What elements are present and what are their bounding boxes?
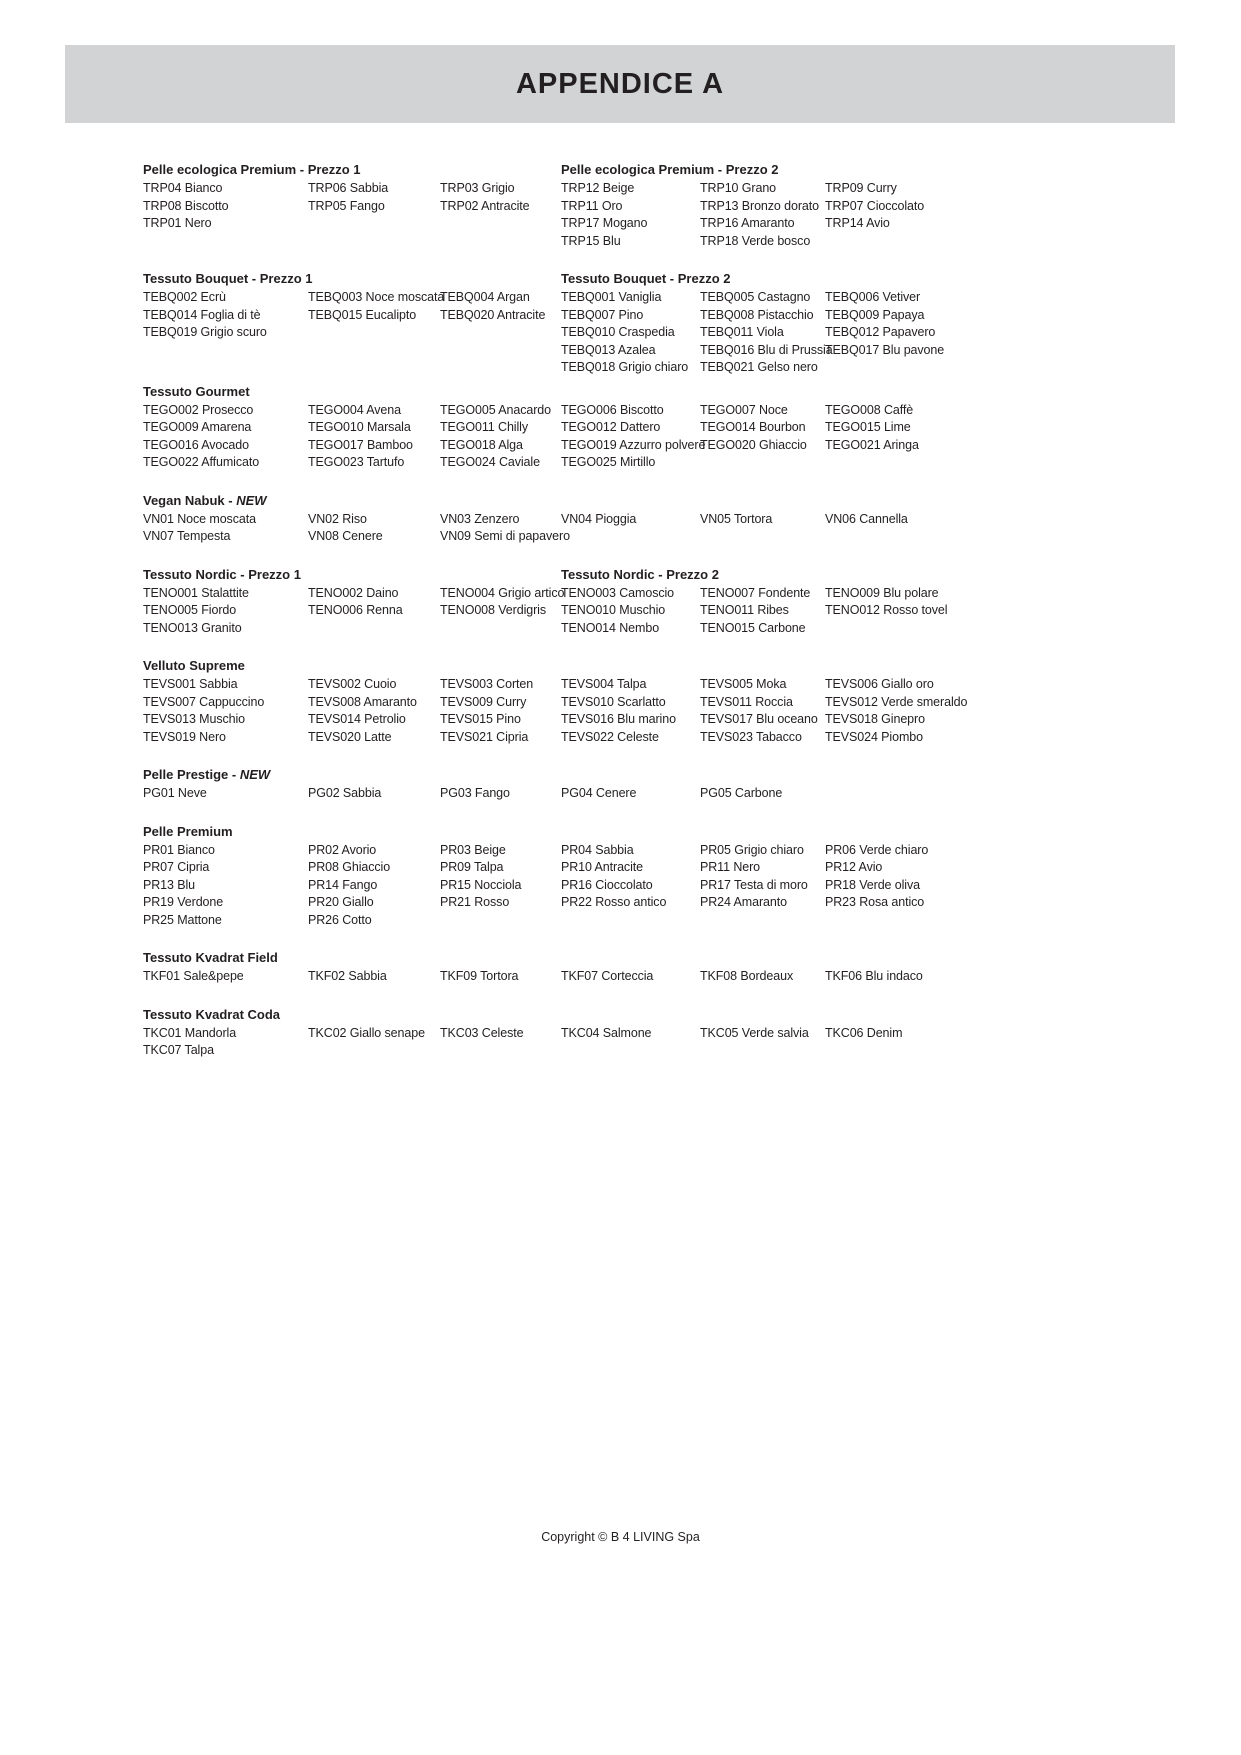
section-full — [143, 657, 1125, 746]
material-item: TENO002 Daino — [308, 585, 399, 600]
material-item: TEBQ018 Grigio chiaro — [561, 360, 689, 374]
material-item: TEBQ017 Blu pavone — [825, 342, 945, 357]
material-item: TENO011 Ribes — [700, 603, 789, 617]
material-item: TENO009 Blu polare — [825, 585, 939, 600]
section-title-text: Tessuto Bouquet - Prezzo 1 — [143, 271, 313, 286]
section-title — [143, 161, 561, 179]
material-item: TRP10 Grano — [700, 181, 777, 195]
material-item: TENO014 Nembo — [561, 620, 660, 635]
section-tessuto-gourmet — [143, 383, 1125, 472]
material-item: TRP16 Amaranto — [700, 216, 795, 230]
empty-cell — [700, 912, 825, 930]
section-title — [561, 161, 1125, 179]
material-item: TEGO024 Caviale — [440, 455, 540, 469]
material-item: TRP17 Mogano — [561, 216, 648, 230]
material-item: TEGO018 Alga — [440, 437, 523, 452]
material-item: TEBQ013 Azalea — [561, 342, 656, 357]
material-item: TEVS021 Cipria — [440, 729, 529, 744]
section-title-text: Tessuto Kvadrat Coda — [143, 1006, 281, 1022]
material-item: VN02 Riso — [308, 511, 367, 526]
empty-cell — [700, 528, 825, 546]
material-item: TEBQ012 Papavero — [825, 325, 936, 339]
material-item: TKF07 Corteccia — [561, 969, 654, 983]
section-title-text: Pelle ecologica Premium - Prezzo 1 — [143, 162, 361, 177]
material-item: PR05 Grigio chiaro — [700, 842, 804, 857]
material-item: TEGO008 Caffè — [825, 402, 914, 417]
material-item: TENO006 Renna — [308, 603, 403, 617]
materials-grid — [143, 1025, 1125, 1060]
material-item: TKC06 Denim — [825, 1025, 903, 1040]
material-item: TEVS024 Piombo — [825, 729, 923, 744]
empty-cell — [825, 620, 1125, 638]
material-item: TRP03 Grigio — [440, 181, 515, 195]
material-item: VN08 Cenere — [308, 529, 383, 543]
material-item: TENO013 Granito — [143, 620, 242, 635]
materials-grid — [143, 289, 561, 342]
section-title-text: Tessuto Bouquet - Prezzo 2 — [561, 271, 731, 286]
material-item: PR08 Ghiaccio — [308, 860, 391, 874]
material-item: TKF09 Tortora — [440, 969, 519, 983]
material-item: TKF02 Sabbia — [308, 969, 387, 983]
material-item: PR11 Nero — [700, 860, 761, 874]
material-item: TEGO014 Bourbon — [700, 420, 806, 434]
section-title-text: Pelle Premium — [143, 823, 233, 839]
material-item: TEGO017 Bamboo — [308, 437, 413, 452]
material-item: PR26 Cotto — [308, 912, 372, 927]
section-velluto-supreme — [143, 657, 1125, 746]
material-item: TEVS003 Corten — [440, 677, 534, 691]
section-title — [143, 949, 1125, 967]
material-item: PR06 Verde chiaro — [825, 842, 929, 857]
material-item: TEVS016 Blu marino — [561, 712, 676, 726]
section-tessuto-bouquet-prezzo-2 — [561, 270, 1125, 377]
material-item: PR02 Avorio — [308, 842, 377, 857]
material-item: TEVS006 Giallo oro — [825, 677, 934, 691]
material-item: PR13 Blu — [143, 877, 196, 892]
material-item: PR25 Mattone — [143, 912, 222, 927]
section-pair — [143, 566, 1125, 638]
material-item: TEBQ016 Blu di Prussia — [700, 342, 833, 357]
material-item: TRP06 Sabbia — [308, 181, 389, 195]
material-item: TEVS001 Sabbia — [143, 677, 238, 691]
material-item: PR04 Sabbia — [561, 842, 634, 857]
empty-cell — [308, 620, 440, 638]
material-item: TEGO020 Ghiaccio — [700, 437, 807, 452]
material-item: PR10 Antracite — [561, 860, 643, 874]
empty-cell — [825, 1042, 1125, 1060]
section-full — [143, 492, 1125, 546]
material-item: PG01 Neve — [143, 786, 207, 800]
empty-cell — [561, 912, 700, 930]
new-badge: NEW — [236, 492, 267, 508]
material-item: TEBQ002 Ecrù — [143, 290, 226, 304]
section-title — [561, 270, 1125, 288]
materials-grid — [143, 842, 1125, 930]
material-item: PR12 Avio — [825, 860, 883, 874]
material-item: TENO010 Muschio — [561, 603, 666, 617]
material-item: TEVS010 Scarlatto — [561, 694, 666, 709]
material-item: TENO003 Camoscio — [561, 585, 675, 600]
materials-grid — [143, 180, 561, 233]
materials-grid — [143, 676, 1125, 746]
empty-cell — [440, 1042, 561, 1060]
material-item: TEVS017 Blu oceano — [700, 712, 818, 726]
material-item: TEGO007 Noce — [700, 402, 788, 417]
material-item: TKF08 Bordeaux — [700, 969, 794, 983]
material-item: TEBQ020 Antracite — [440, 307, 546, 322]
material-item: TEBQ005 Castagno — [700, 290, 811, 304]
empty-cell — [308, 215, 440, 233]
material-item: TEGO022 Affumicato — [143, 455, 260, 469]
material-item: TEVS005 Moka — [700, 677, 787, 691]
material-item: TRP14 Avio — [825, 216, 890, 230]
material-item: PR23 Rosa antico — [825, 895, 925, 909]
section-full — [143, 823, 1125, 930]
material-item: PR17 Testa di moro — [700, 877, 808, 892]
material-item: PR20 Giallo — [308, 895, 374, 909]
materials-grid — [561, 180, 1125, 250]
material-item: TEVS018 Ginepro — [825, 712, 925, 726]
section-full — [143, 766, 1125, 803]
material-item: TRP01 Nero — [143, 216, 212, 230]
material-item: TEGO021 Aringa — [825, 437, 919, 452]
material-item: TEGO019 Azzurro polvere — [561, 437, 706, 452]
material-item: TEVS008 Amaranto — [308, 694, 417, 709]
section-title-text: Tessuto Kvadrat Field — [143, 950, 278, 965]
empty-cell — [440, 324, 561, 342]
material-item: TEBQ004 Argan — [440, 290, 530, 304]
material-item: TKC01 Mandorla — [143, 1025, 237, 1040]
material-item: TEVS023 Tabacco — [700, 729, 802, 744]
empty-cell — [825, 454, 1125, 472]
page-title: APPENDICE A — [515, 67, 725, 100]
material-item: PR22 Rosso antico — [561, 895, 667, 909]
material-item: VN09 Semi di papavero — [440, 529, 570, 543]
section-pair — [143, 270, 1125, 377]
materials-grid — [561, 585, 1125, 638]
material-item: TEVS009 Curry — [440, 694, 527, 709]
material-item: TKC05 Verde salvia — [700, 1025, 809, 1040]
empty-cell — [440, 620, 564, 638]
material-item: TEGO011 Chilly — [440, 420, 528, 434]
materials-list-container — [143, 161, 1125, 1060]
material-item: PR18 Verde oliva — [825, 877, 920, 892]
section-pelle-ecologica-premium-prezzo-2 — [561, 161, 1125, 250]
section-title — [143, 1006, 1125, 1024]
material-item: PR14 Fango — [308, 877, 378, 892]
material-item: TRP05 Fango — [308, 198, 385, 213]
empty-cell — [825, 359, 1125, 377]
material-item: TRP04 Bianco — [143, 181, 223, 195]
material-item: TEBQ010 Craspedia — [561, 325, 675, 339]
material-item: TEGO012 Dattero — [561, 420, 661, 434]
material-item: TEGO025 Mirtillo — [561, 455, 656, 469]
empty-cell — [825, 528, 1125, 546]
materials-grid — [143, 402, 1125, 472]
material-item: TEBQ001 Vaniglia — [561, 290, 662, 304]
material-item: TEBQ008 Pistacchio — [700, 307, 814, 322]
section-title-text: Vegan Nabuk - — [143, 492, 237, 508]
material-item: PR21 Rosso — [440, 895, 510, 909]
material-item: TEBQ015 Eucalipto — [308, 307, 417, 322]
material-item: TEGO009 Amarena — [143, 420, 252, 434]
material-item: TRP07 Cioccolato — [825, 198, 925, 213]
material-item: PR15 Nocciola — [440, 877, 522, 892]
material-item: TEVS022 Celeste — [561, 729, 659, 744]
material-item: TRP02 Antracite — [440, 198, 530, 213]
material-item: TRP08 Biscotto — [143, 198, 229, 213]
section-title — [143, 823, 1125, 841]
material-item: PG03 Fango — [440, 786, 510, 800]
page-header-bar — [65, 45, 1175, 123]
material-item: PG04 Cenere — [561, 786, 637, 800]
material-item: PR07 Cipria — [143, 860, 210, 874]
material-item: PG02 Sabbia — [308, 786, 382, 800]
material-item: PR16 Cioccolato — [561, 877, 653, 892]
material-item: TRP09 Curry — [825, 181, 897, 195]
material-item: TENO005 Fiordo — [143, 603, 237, 617]
page-footer — [0, 1530, 1241, 1544]
material-item: TEVS004 Talpa — [561, 677, 647, 691]
material-item: TKF01 Sale&pepe — [143, 969, 244, 983]
material-item: TRP18 Verde bosco — [700, 233, 811, 248]
material-item: TEBQ003 Noce moscata — [308, 290, 445, 304]
section-pelle-prestige — [143, 766, 1125, 803]
section-title-text: Velluto Supreme — [143, 658, 245, 673]
section-vegan-nabuk — [143, 492, 1125, 546]
section-title-text: Pelle ecologica Premium - Prezzo 2 — [561, 162, 779, 177]
materials-grid — [143, 968, 1125, 986]
material-item: VN05 Tortora — [700, 511, 773, 526]
material-item: PR01 Bianco — [143, 842, 215, 857]
section-title-text: Tessuto Nordic - Prezzo 2 — [561, 566, 719, 582]
material-item: TEVS019 Nero — [143, 729, 226, 744]
empty-cell — [440, 215, 561, 233]
section-title-text: Tessuto Gourmet — [143, 383, 250, 399]
section-title — [143, 566, 561, 584]
section-title — [143, 270, 561, 288]
material-item: VN07 Tempesta — [143, 529, 231, 543]
materials-grid — [143, 585, 565, 638]
material-item: PR09 Talpa — [440, 860, 504, 874]
material-item: TKC02 Giallo senape — [308, 1025, 425, 1040]
material-item: TEBQ009 Papaya — [825, 307, 925, 322]
material-item: TKC04 Salmone — [561, 1025, 652, 1040]
section-full — [143, 949, 1125, 986]
empty-cell — [700, 454, 825, 472]
material-item: TEVS020 Latte — [308, 729, 392, 744]
section-pair — [143, 161, 1125, 250]
material-item: TEBQ011 Viola — [700, 325, 784, 339]
section-tessuto-bouquet-prezzo-1 — [143, 270, 561, 342]
empty-cell — [825, 912, 1125, 930]
material-item: TEBQ021 Gelso nero — [700, 360, 818, 374]
section-title — [561, 566, 1125, 584]
copyright-text: Copyright © B 4 LIVING Spa — [541, 1530, 700, 1544]
section-title-text: Pelle Prestige - — [143, 767, 240, 782]
material-item: PR03 Beige — [440, 842, 506, 857]
material-item: TEGO006 Biscotto — [561, 402, 664, 417]
material-item: TENO012 Rosso tovel — [825, 603, 948, 617]
material-item: TENO008 Verdigris — [440, 603, 546, 617]
material-item: TRP12 Beige — [561, 181, 635, 195]
material-item: TEVS011 Roccia — [700, 694, 793, 709]
material-item: VN01 Noce moscata — [143, 511, 256, 526]
material-item: TEGO002 Prosecco — [143, 402, 254, 417]
material-item: TEGO005 Anacardo — [440, 402, 551, 417]
material-item: PR24 Amaranto — [700, 895, 787, 909]
section-tessuto-kvadrat-coda — [143, 1006, 1125, 1060]
material-item: TENO004 Grigio artico — [440, 585, 565, 600]
material-item: TEGO015 Lime — [825, 420, 911, 434]
material-item: TRP13 Bronzo dorato — [700, 198, 819, 213]
section-title — [143, 492, 1125, 510]
material-item: TEVS015 Pino — [440, 712, 521, 726]
material-item: TKC07 Talpa — [143, 1043, 214, 1057]
material-item: TRP15 Blu — [561, 233, 621, 248]
material-item: TKF06 Blu indaco — [825, 969, 923, 983]
material-item: VN03 Zenzero — [440, 511, 520, 526]
material-item: TEBQ019 Grigio scuro — [143, 325, 267, 339]
empty-cell — [308, 324, 440, 342]
section-title — [143, 657, 1125, 675]
material-item: TEVS002 Cuoio — [308, 677, 397, 691]
section-tessuto-kvadrat-field — [143, 949, 1125, 986]
empty-cell — [440, 912, 561, 930]
material-item: PG05 Carbone — [700, 786, 783, 800]
material-item: TKC03 Celeste — [440, 1025, 524, 1040]
material-item: TEGO023 Tartufo — [308, 455, 405, 469]
material-item: TEGO016 Avocado — [143, 437, 249, 452]
new-badge: NEW — [239, 767, 271, 782]
materials-grid — [143, 785, 1125, 803]
empty-cell — [825, 785, 1125, 803]
empty-cell — [700, 1042, 825, 1060]
material-item: TEVS012 Verde smeraldo — [825, 694, 968, 709]
empty-cell — [561, 1042, 700, 1060]
material-item: TEVS007 Cappuccino — [143, 694, 265, 709]
section-pelle-ecologica-premium-prezzo-1 — [143, 161, 561, 233]
empty-cell — [825, 233, 1125, 251]
section-tessuto-nordic-prezzo-2 — [561, 566, 1125, 638]
material-item: TEBQ007 Pino — [561, 307, 644, 322]
section-tessuto-nordic-prezzo-1 — [143, 566, 565, 638]
material-item: TEBQ014 Foglia di tè — [143, 307, 261, 322]
material-item: TENO007 Fondente — [700, 585, 811, 600]
material-item: TEBQ006 Vetiver — [825, 290, 921, 304]
material-item: VN04 Pioggia — [561, 511, 637, 526]
empty-cell — [561, 528, 700, 546]
section-pelle-premium — [143, 823, 1125, 930]
materials-grid — [143, 511, 1125, 546]
material-item: PR19 Verdone — [143, 895, 224, 909]
materials-grid — [561, 289, 1125, 377]
section-full — [143, 1006, 1125, 1060]
material-item: VN06 Cannella — [825, 511, 908, 526]
section-title — [143, 766, 1125, 784]
material-item: TRP11 Oro — [561, 198, 623, 213]
material-item: TEVS013 Muschio — [143, 712, 246, 726]
material-item: TENO015 Carbone — [700, 620, 806, 635]
section-title — [143, 383, 1125, 401]
material-item: TEVS014 Petrolio — [308, 712, 406, 726]
material-item: TEGO004 Avena — [308, 402, 401, 417]
material-item: TENO001 Stalattite — [143, 585, 249, 600]
section-title-text: Tessuto Nordic - Prezzo 1 — [143, 566, 301, 582]
material-item: TEGO010 Marsala — [308, 420, 411, 434]
empty-cell — [308, 1042, 440, 1060]
section-full — [143, 383, 1125, 472]
